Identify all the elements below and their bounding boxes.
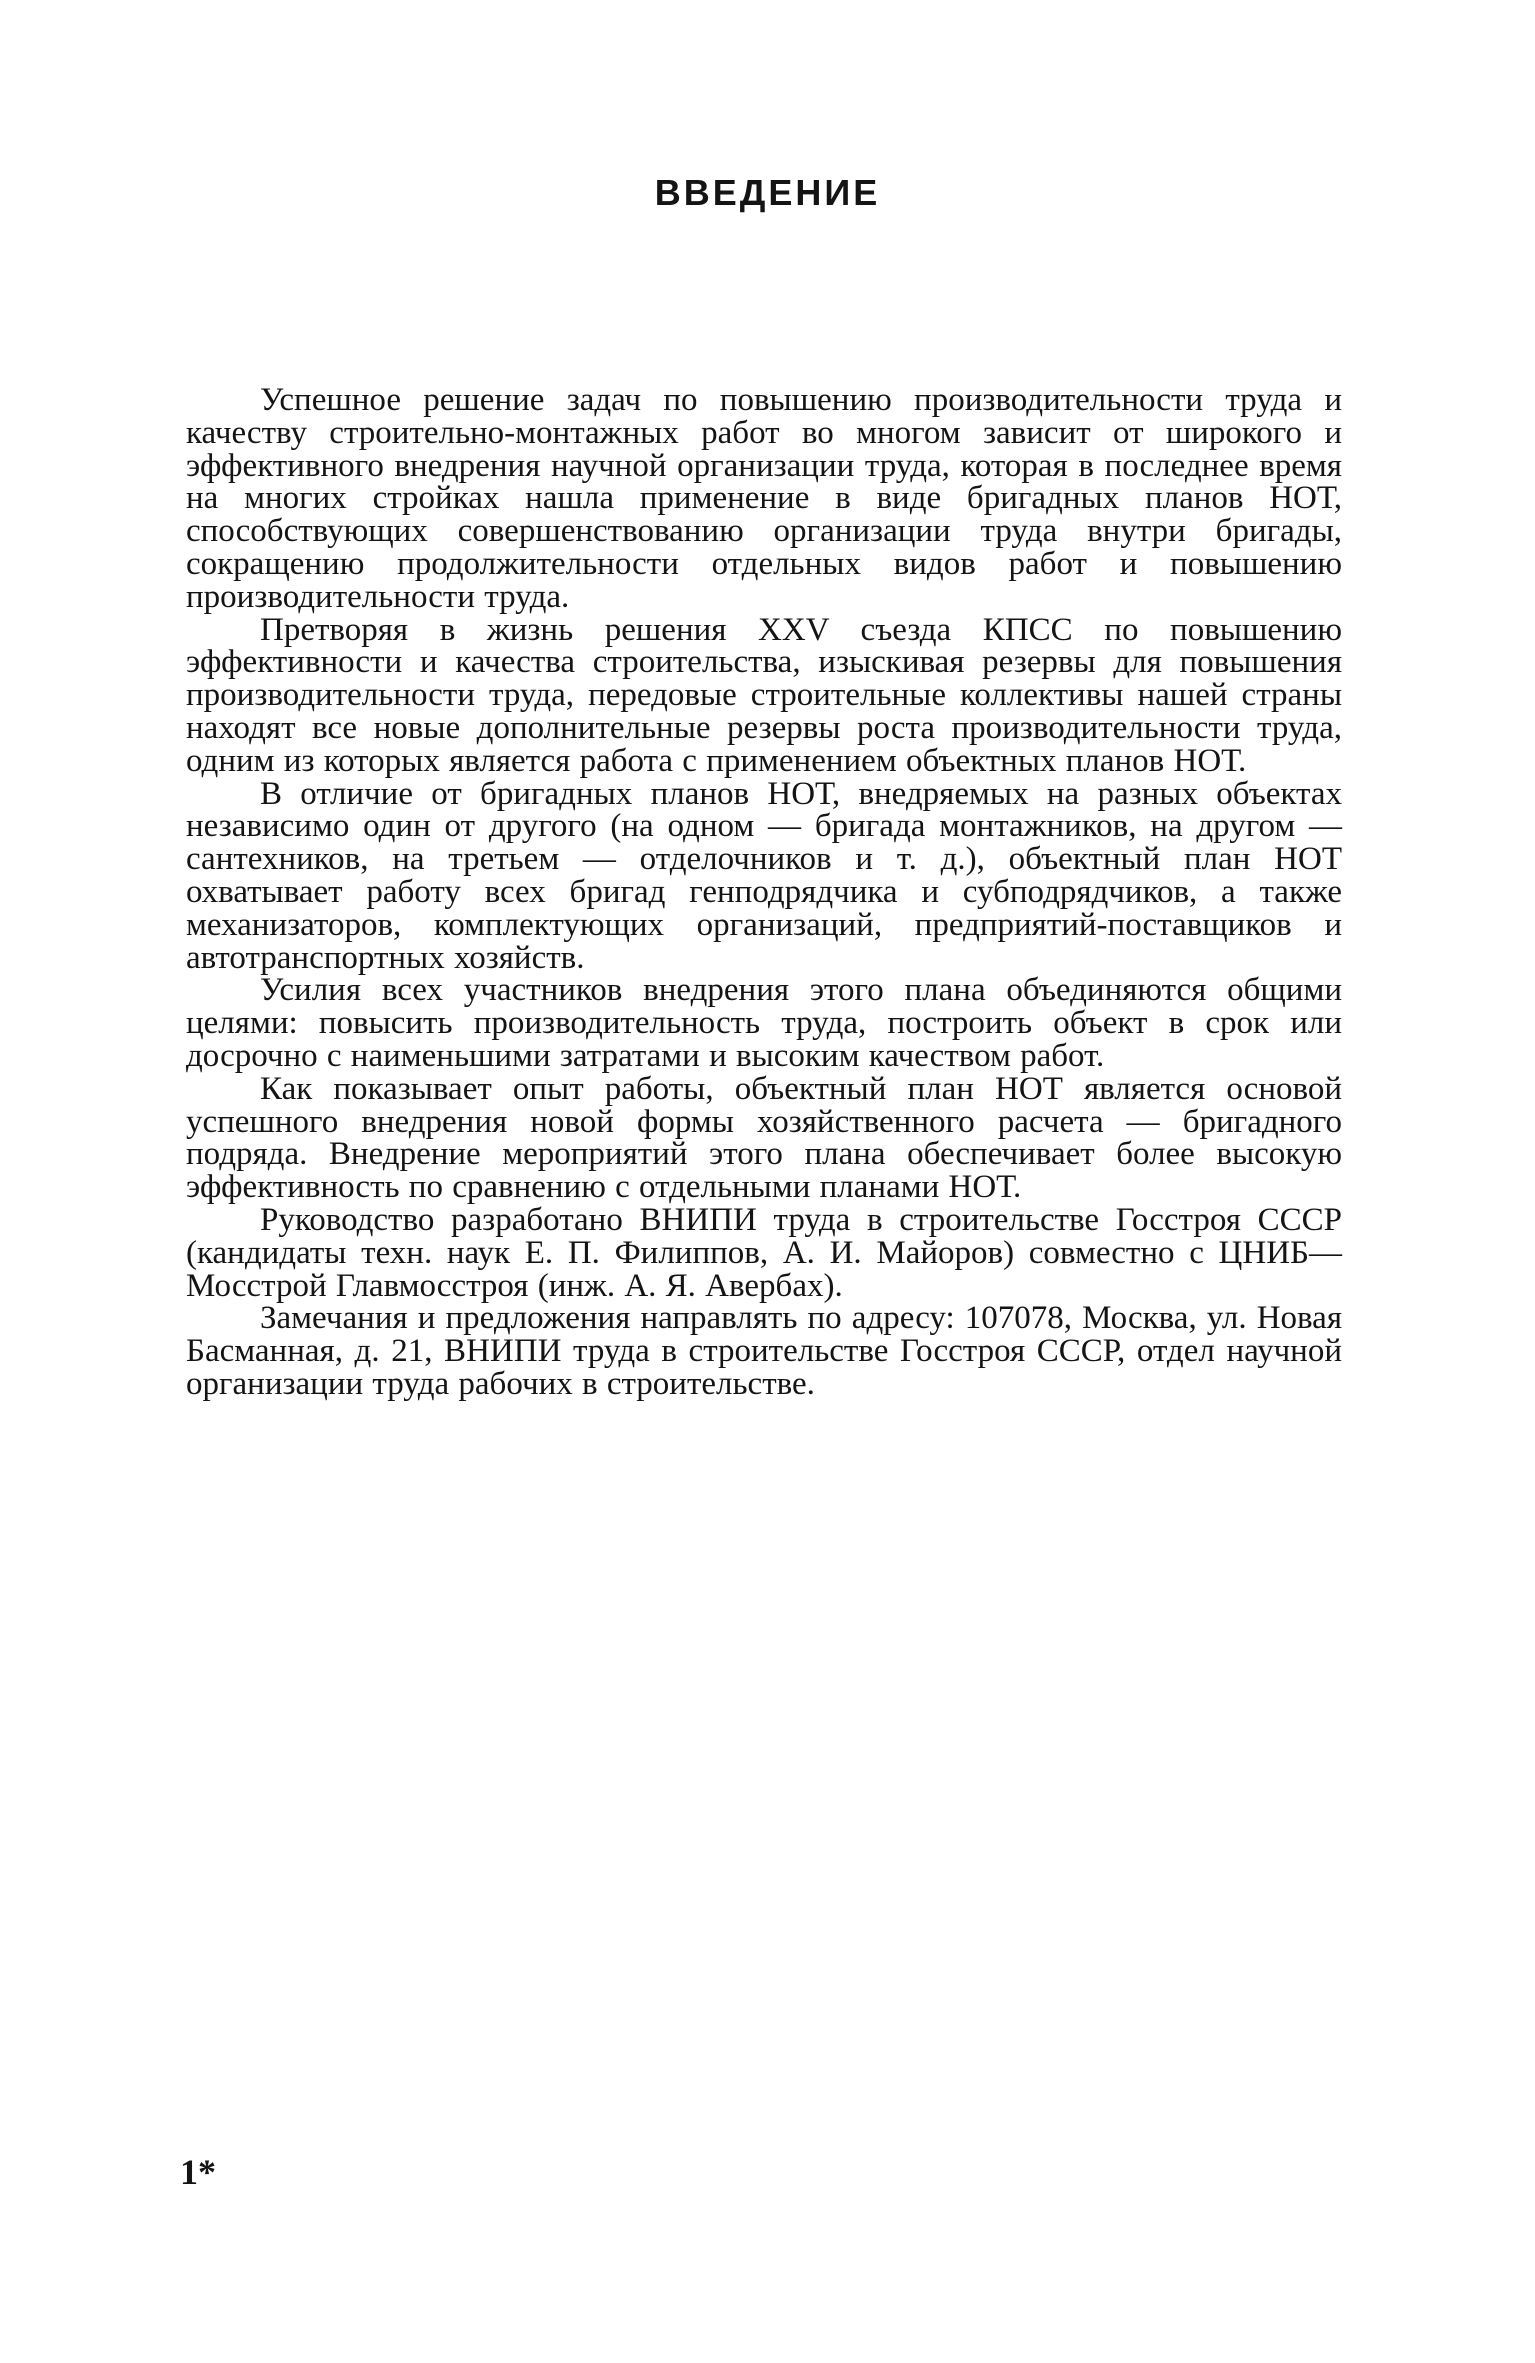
paragraph-7: Замечания и предложения направлять по адресу: 107078, Москва, ул. Новая Басманная, д. 21, ВНИПИ труда в строительстве Госстроя СССР, отдел научной организации труда рабочих в строительстве. [186,1300,1342,1402]
body-text [186,384,1342,1401]
page-title: ВВЕДЕНИЕ [654,172,881,213]
paragraph-4: Усилия всех участников внедрения этого плана объединяются общими целями: повысить производительность труда, построить объект в срок или досрочно с наименьшими затратами и высоким качеством работ. [186,972,1342,1074]
paragraph-6: Руководство разработано ВНИПИ труда в строительстве Госстроя СССР (кандидаты техн. наук Е. П. Филиппов, А. И. Майоров) совместно с ЦНИБ—Мосстрой Главмосстроя (инж. А. Я. Авербах). [186,1201,1342,1304]
paragraph-5: Как показывает опыт работы, объектный план НОТ является основой успешного внедрения новой формы хозяйственного расчета — бригадного подряда. Внедрение мероприятий этого плана обеспечивает более высокую эффективность по сравнению с отдельными планами НОТ. [186,1070,1342,1206]
paragraph-3: В отличие от бригадных планов НОТ, внедряемых на разных объектах независимо один от другого (на одном — бригада монтажников, на другом — сантехников, на третьем — отделочников и т. д.), объектный план НОТ охватывает работу всех бригад генподрядчика и субподрядчиков, а также механизаторов, комплектующих организаций, предприятий-поставщиков и автотранспортных хозяйств. [186,775,1342,976]
page-number: 1* [180,2152,216,2192]
paragraph-1: Успешное решение задач по повышению производительности труда и качеству строительно-монтажных работ во многом зависит от широкого и эффективного внедрения научной организации труда, которая в последнее время на многих стройках нашла применение в виде бригадных планов НОТ, способствующих совершенствованию организации труда внутри бригады, сокращению продолжительности отдельных видов работ и повышению производительности труда. [186,382,1342,615]
paragraph-2: Претворяя в жизнь решения XXV съезда КПСС по повышению эффективности и качества строительства, изыскивая резервы для повышения производительности труда, передовые строительные коллективы нашей страны находят все новые дополнительные резервы роста производительности труда, одним из которых является работа с применением объектных планов НОТ. [186,611,1342,779]
